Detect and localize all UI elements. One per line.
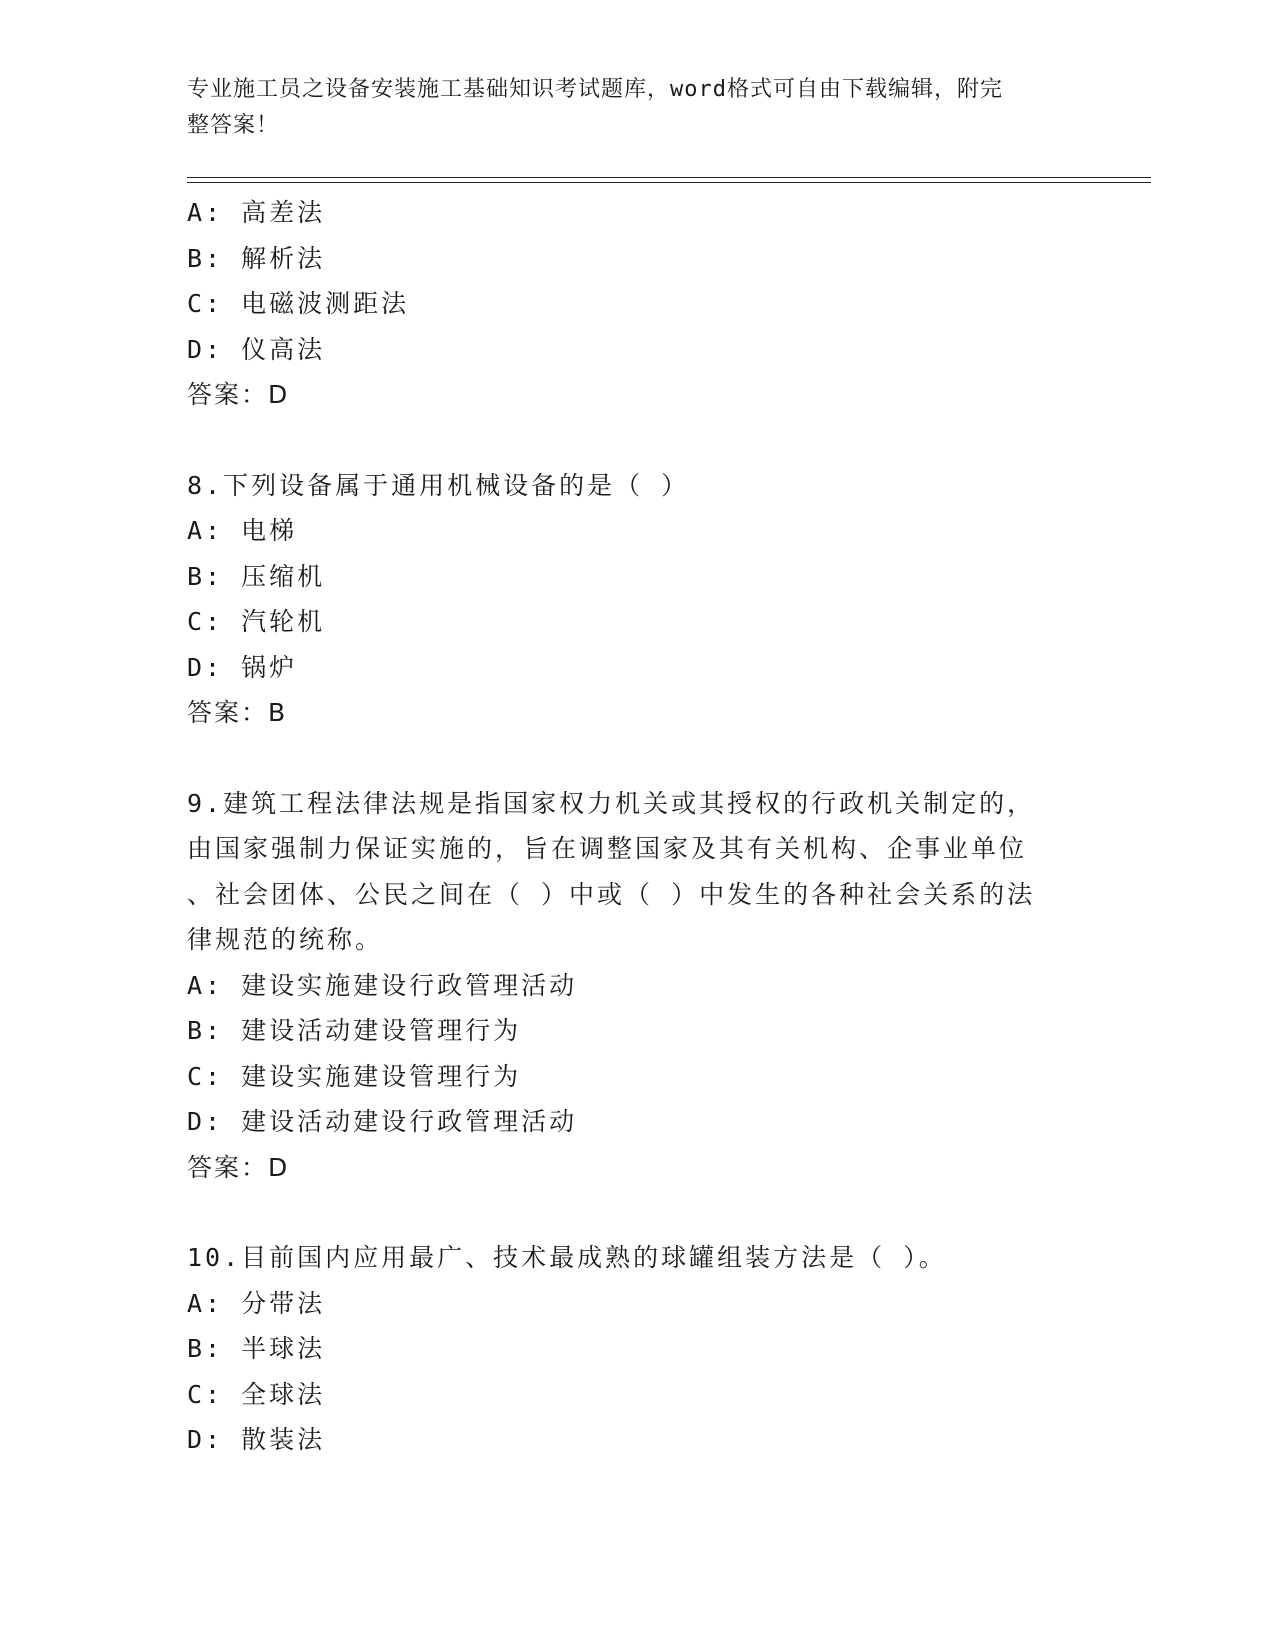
question-10-option-a: A: 分带法 xyxy=(187,1288,326,1318)
question-9-option-b: B: 建设活动建设管理行为 xyxy=(187,1016,522,1045)
document-header xyxy=(187,72,1067,144)
question-8-option-b: B: 压缩机 xyxy=(187,561,326,591)
question-7-block xyxy=(187,190,1067,418)
question-7-option-d: D: 仪高法 xyxy=(187,334,326,364)
header-divider-top xyxy=(187,177,1151,178)
header-title-line-1: 专业施工员之设备安装施工基础知识考试题库，word格式可自由下载编辑，附完 xyxy=(187,77,1003,102)
question-9-option-c: C: 建设实施建设管理行为 xyxy=(187,1061,522,1091)
question-8-answer: 答案：B xyxy=(187,698,288,727)
question-9-block xyxy=(187,781,1067,1191)
question-10-block xyxy=(187,1235,1067,1463)
question-9-stem-line-4: 律规范的统称。 xyxy=(187,925,384,954)
question-10-stem: 10.目前国内应用最广、技术最成熟的球罐组装方法是（ ）。 xyxy=(187,1243,947,1272)
question-8-stem: 8.下列设备属于通用机械设备的是（ ） xyxy=(187,470,690,500)
question-9-stem-line-3: 、社会团体、公民之间在（ ）中或（ ）中发生的各种社会关系的法 xyxy=(187,879,1036,909)
question-9-option-a: A: 建设实施建设行政管理活动 xyxy=(187,970,578,1000)
spacer xyxy=(187,1190,1067,1235)
question-7-option-b: B: 解析法 xyxy=(187,243,326,273)
spacer xyxy=(187,418,1067,463)
spacer xyxy=(187,736,1067,781)
question-list xyxy=(187,190,1067,1463)
question-8-option-d: D: 锅炉 xyxy=(187,652,298,682)
question-8-option-a: A: 电梯 xyxy=(187,516,298,545)
question-10-option-b: B: 半球法 xyxy=(187,1334,326,1363)
question-9-stem-line-2: 由国家强制力保证实施的，旨在调整国家及其有关机构、企事业单位 xyxy=(187,834,1028,863)
header-title-line-2: 整答案！ xyxy=(187,113,280,138)
question-10-option-c: C: 全球法 xyxy=(187,1379,326,1409)
header-divider-bottom xyxy=(187,182,1151,183)
question-8-block xyxy=(187,463,1067,736)
question-7-option-a: A: 高差法 xyxy=(187,198,326,227)
question-9-stem-line-1: 9.建筑工程法律法规是指国家权力机关或其授权的行政机关制定的， xyxy=(187,788,1036,818)
question-7-answer: 答案：D xyxy=(187,380,290,409)
question-7-option-c: C: 电磁波测距法 xyxy=(187,289,410,318)
question-9-option-d: D: 建设活动建设行政管理活动 xyxy=(187,1107,578,1136)
question-9-answer: 答案：D xyxy=(187,1152,290,1182)
question-8-option-c: C: 汽轮机 xyxy=(187,607,326,636)
question-10-option-d: D: 散装法 xyxy=(187,1425,326,1454)
